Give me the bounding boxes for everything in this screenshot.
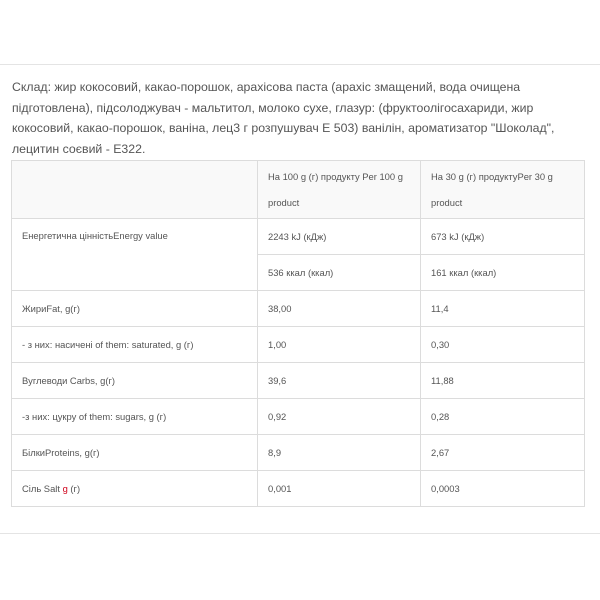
energy-kj-100g: 2243 kJ (кДж)	[258, 219, 421, 255]
composition-text: Склад: жир кокосовий, какао-порошок, арахісова паста (арахіс змащений, вода очищена підготовлена), підсолоджувач - мальтитол, молоко сухе, глазур: (фруктоолігосахариди, жир кокосовий, какао-порошок, ваніна, лец3 г розпушувач Е 503) ванілін, ароматизатор "Шоколад", лецитин соєвий - Е322.	[12, 80, 555, 156]
nutrition-table	[11, 160, 585, 507]
table-header-row	[12, 161, 585, 219]
row-value-100g: 38,00	[258, 291, 421, 327]
row-label: -з них: цукру of them: sugars, g (г)	[12, 399, 258, 435]
energy-kcal-100g: 536 ккал (ккал)	[258, 255, 421, 291]
product-description-panel	[0, 64, 600, 534]
table-row-salt	[12, 471, 585, 507]
row-value-100g: 0,92	[258, 399, 421, 435]
row-value-30g: 2,67	[421, 435, 585, 471]
salt-unit-highlight: g	[62, 482, 68, 494]
row-label: БілкиProteins, g(г)	[12, 435, 258, 471]
row-value-100g: 1,00	[258, 327, 421, 363]
header-per-100g: На 100 g (г) продукту Per 100 g product	[258, 161, 421, 219]
energy-label: Енергетична цінністьEnergy value	[12, 219, 258, 291]
salt-label	[12, 471, 258, 507]
energy-kcal-30g: 161 ккал (ккал)	[421, 255, 585, 291]
salt-value-30g: 0,0003	[421, 471, 585, 507]
row-value-30g: 0,30	[421, 327, 585, 363]
row-label: - з них: насичені of them: saturated, g (г)	[12, 327, 258, 363]
header-empty-cell	[12, 161, 258, 219]
row-value-100g: 8,9	[258, 435, 421, 471]
salt-label-text: Сіль Salt	[22, 482, 63, 494]
row-label: ЖириFat, g(г)	[12, 291, 258, 327]
row-label: Вуглеводи Carbs, g(г)	[12, 363, 258, 399]
salt-value-100g: 0,001	[258, 471, 421, 507]
table-row	[12, 291, 585, 327]
salt-unit-suffix: (г)	[67, 482, 81, 494]
table-row-energy-kj	[12, 219, 585, 255]
table-row	[12, 435, 585, 471]
table-row	[12, 327, 585, 363]
row-value-30g: 11,4	[421, 291, 585, 327]
energy-kj-30g: 673 kJ (кДж)	[421, 219, 585, 255]
header-per-30g: На 30 g (г) продуктуPer 30 g product	[421, 161, 585, 219]
row-value-30g: 11,88	[421, 363, 585, 399]
row-value-100g: 39,6	[258, 363, 421, 399]
table-row	[12, 363, 585, 399]
table-row	[12, 399, 585, 435]
row-value-30g: 0,28	[421, 399, 585, 435]
